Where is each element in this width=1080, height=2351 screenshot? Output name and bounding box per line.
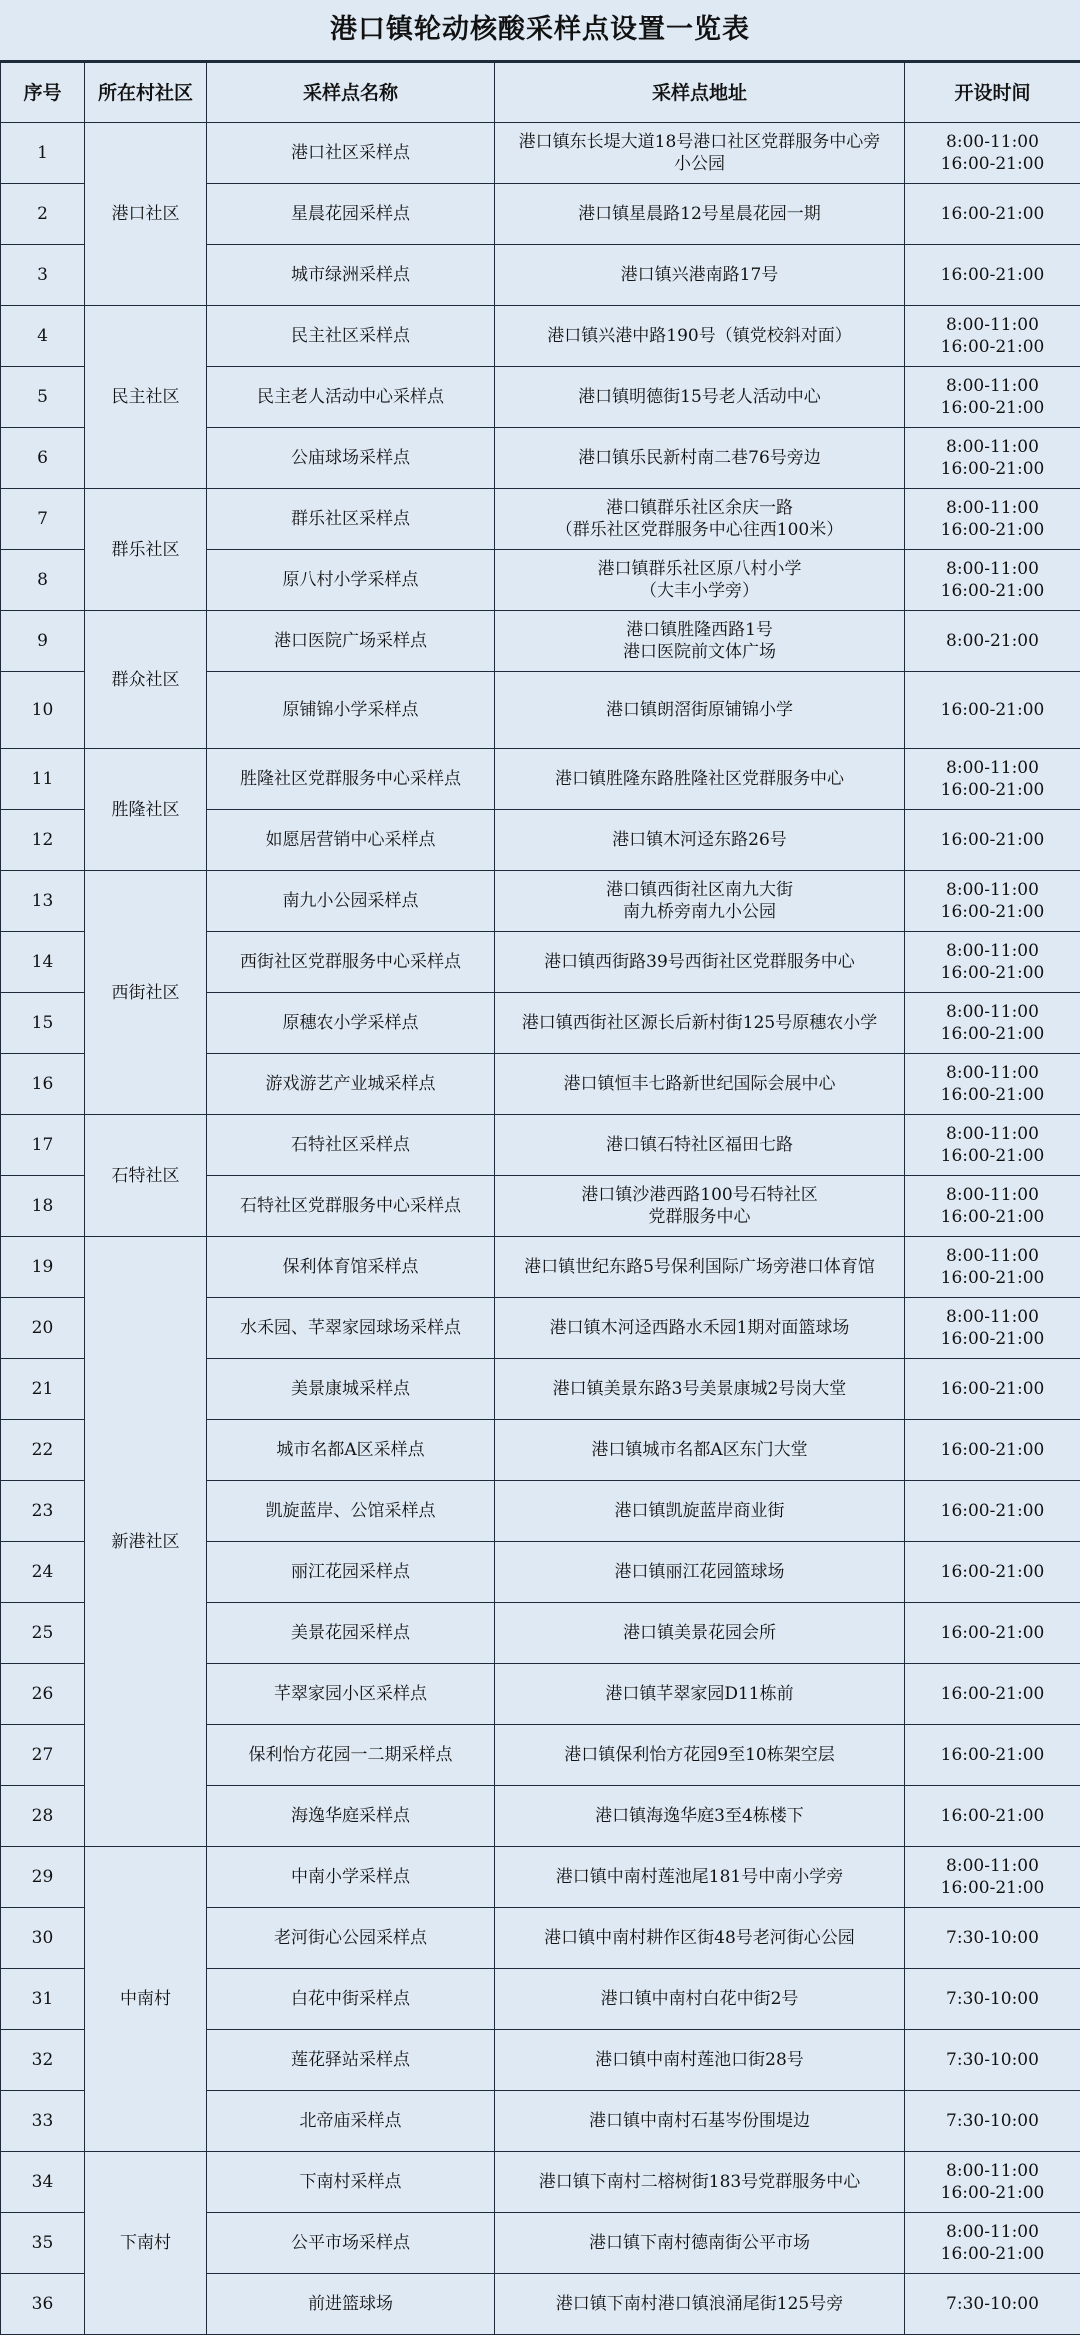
site-address-line: 港口镇胜隆西路1号 [626,620,773,640]
site-name: 游戏游艺产业城采样点 [207,1054,495,1115]
header-site-name: 采样点名称 [207,63,495,123]
site-address [495,611,905,672]
open-time-line: 8:00-11:00 [946,1185,1039,1205]
table-header-row [1,63,1080,123]
open-time-line: 8:00-11:00 [946,1124,1039,1144]
site-address-line: 港口镇世纪东路5号保利国际广场旁港口体育馆 [524,1257,875,1277]
row-index: 12 [1,810,85,871]
site-address-line: 港口镇西街路39号西街社区党群服务中心 [544,952,855,972]
open-time [905,1176,1080,1237]
site-name: 保利体育馆采样点 [207,1237,495,1298]
row-index: 31 [1,1969,85,2030]
site-name: 白花中街采样点 [207,1969,495,2030]
row-index: 25 [1,1603,85,1664]
row-index: 36 [1,2274,85,2335]
site-name: 民主社区采样点 [207,306,495,367]
site-name: 公庙球场采样点 [207,428,495,489]
site-address-line: 港口镇东长堤大道18号港口社区党群服务中心旁 [518,132,881,152]
site-address [495,749,905,810]
site-name: 芊翠家园小区采样点 [207,1664,495,1725]
open-time [905,2213,1080,2274]
open-time-line: 8:00-11:00 [946,498,1039,518]
open-time-line: 16:00-21:00 [940,1684,1045,1704]
site-address [495,871,905,932]
table-row [1,871,1080,932]
open-time [905,1359,1080,1420]
table-row [1,611,1080,672]
header-community: 所在村社区 [85,63,207,123]
site-address-line: 港口镇美景花园会所 [623,1623,776,1643]
open-time-line: 8:00-11:00 [946,758,1039,778]
open-time-line: 16:00-21:00 [940,204,1045,224]
community-cell: 西街社区 [85,871,207,1115]
row-index: 35 [1,2213,85,2274]
row-index: 30 [1,1908,85,1969]
row-index: 16 [1,1054,85,1115]
site-name: 凯旋蓝岸、公馆采样点 [207,1481,495,1542]
site-address-line: 港口镇凯旋蓝岸商业街 [614,1501,785,1521]
row-index: 32 [1,2030,85,2091]
open-time-line: 8:00-21:00 [946,631,1039,651]
site-address [495,1847,905,1908]
site-name: 星晨花园采样点 [207,184,495,245]
sampling-sites-table [0,62,1080,2335]
site-address-line: 港口镇下南村港口镇浪涌尾街125号旁 [555,2294,844,2314]
site-address [495,2213,905,2274]
site-name: 原八村小学采样点 [207,550,495,611]
table-row [1,306,1080,367]
site-address-line: 港口镇美景东路3号美景康城2号岗大堂 [552,1379,847,1399]
open-time [905,2152,1080,2213]
site-address-line: 港口镇中南村白花中街2号 [600,1989,799,2009]
open-time-line: 8:00-11:00 [946,880,1039,900]
site-name: 港口医院广场采样点 [207,611,495,672]
row-index: 26 [1,1664,85,1725]
open-time-line: 16:00-21:00 [940,1329,1045,1349]
open-time [905,1969,1080,2030]
open-time-line: 8:00-11:00 [946,1063,1039,1083]
open-time-line: 8:00-11:00 [946,132,1039,152]
community-cell: 民主社区 [85,306,207,489]
open-time-line: 8:00-11:00 [946,2161,1039,2181]
table-row [1,749,1080,810]
site-address [495,1054,905,1115]
open-time-line: 16:00-21:00 [940,2244,1045,2264]
open-time-line: 16:00-21:00 [940,265,1045,285]
table-row [1,1115,1080,1176]
site-address-line: 港口镇兴港中路190号（镇党校斜对面） [547,326,852,346]
row-index: 14 [1,932,85,993]
open-time [905,306,1080,367]
site-name: 丽江花园采样点 [207,1542,495,1603]
open-time [905,1481,1080,1542]
open-time [905,2030,1080,2091]
open-time-line: 8:00-11:00 [946,1856,1039,1876]
open-time [905,749,1080,810]
site-address-line: 党群服务中心 [648,1207,751,1227]
row-index: 27 [1,1725,85,1786]
site-address-line: 港口镇城市名都A区东门大堂 [591,1440,808,1460]
site-address [495,1237,905,1298]
row-index: 15 [1,993,85,1054]
open-time [905,1725,1080,1786]
table-row [1,1237,1080,1298]
site-address-line: 港口镇下南村德南街公平市场 [589,2233,810,2253]
site-address-line: 港口镇中南村石基岑份围堤边 [589,2111,810,2131]
row-index: 9 [1,611,85,672]
site-address [495,306,905,367]
site-address [495,489,905,550]
site-address-line: 港口镇兴港南路17号 [620,265,779,285]
row-index: 10 [1,672,85,749]
site-address [495,1420,905,1481]
site-name: 港口社区采样点 [207,123,495,184]
community-cell: 胜隆社区 [85,749,207,871]
open-time-line: 16:00-21:00 [940,1806,1045,1826]
open-time-line: 16:00-21:00 [940,1207,1045,1227]
open-time-line: 16:00-21:00 [940,963,1045,983]
site-address-line: 港口镇西街社区源长后新村街125号原穗农小学 [521,1013,878,1033]
site-address-line: 港口镇下南村二榕树街183号党群服务中心 [538,2172,861,2192]
open-time-line: 16:00-21:00 [940,1440,1045,1460]
open-time [905,184,1080,245]
row-index: 22 [1,1420,85,1481]
site-address-line: 港口镇中南村莲池尾181号中南小学旁 [555,1867,844,1887]
open-time [905,1420,1080,1481]
row-index: 3 [1,245,85,306]
site-name: 中南小学采样点 [207,1847,495,1908]
row-index: 21 [1,1359,85,1420]
site-address [495,428,905,489]
site-address-line: 港口镇群乐社区余庆一路 [606,498,793,518]
row-index: 1 [1,123,85,184]
site-name: 南九小公园采样点 [207,871,495,932]
open-time [905,2091,1080,2152]
row-index: 5 [1,367,85,428]
open-time [905,245,1080,306]
site-address [495,1725,905,1786]
site-address-line: 港口镇乐民新村南二巷76号旁边 [578,448,821,468]
open-time [905,672,1080,749]
row-index: 18 [1,1176,85,1237]
site-name: 莲花驿站采样点 [207,2030,495,2091]
open-time [905,1237,1080,1298]
site-address [495,2152,905,2213]
site-address-line: 港口镇沙港西路100号石特社区 [581,1185,818,1205]
open-time [905,1847,1080,1908]
open-time [905,123,1080,184]
open-time-line: 16:00-21:00 [940,1623,1045,1643]
site-address [495,932,905,993]
open-time-line: 16:00-21:00 [940,1024,1045,1044]
header-open-time: 开设时间 [905,63,1080,123]
site-address [495,810,905,871]
open-time-line: 16:00-21:00 [940,520,1045,540]
open-time-line: 8:00-11:00 [946,1307,1039,1327]
table-row [1,123,1080,184]
community-cell: 群乐社区 [85,489,207,611]
community-cell: 群众社区 [85,611,207,749]
open-time-line: 8:00-11:00 [946,941,1039,961]
header-site-address: 采样点地址 [495,63,905,123]
row-index: 2 [1,184,85,245]
row-index: 33 [1,2091,85,2152]
site-name: 美景花园采样点 [207,1603,495,1664]
open-time-line: 16:00-21:00 [940,700,1045,720]
row-index: 13 [1,871,85,932]
open-time-line: 16:00-21:00 [940,2183,1045,2203]
site-address-line: 港口镇西街社区南九大街 [606,880,793,900]
site-address [495,672,905,749]
open-time-line: 16:00-21:00 [940,1085,1045,1105]
site-address [495,1969,905,2030]
row-index: 7 [1,489,85,550]
site-address-line: 港口镇群乐社区原八村小学 [597,559,802,579]
site-name: 北帝庙采样点 [207,2091,495,2152]
open-time-line: 7:30-10:00 [946,1989,1039,2009]
site-name: 老河街心公园采样点 [207,1908,495,1969]
open-time [905,1054,1080,1115]
open-time-line: 7:30-10:00 [946,2050,1039,2070]
site-name: 城市绿洲采样点 [207,245,495,306]
site-address-line: （群乐社区党群服务中心往西100米） [555,520,844,540]
community-cell: 中南村 [85,1847,207,2152]
row-index: 8 [1,550,85,611]
site-address [495,245,905,306]
site-address-line: 港口镇海逸华庭3至4栋楼下 [595,1806,804,1826]
site-name: 海逸华庭采样点 [207,1786,495,1847]
site-address-line: 港口镇丽江花园篮球场 [614,1562,785,1582]
row-index: 4 [1,306,85,367]
site-name: 石特社区党群服务中心采样点 [207,1176,495,1237]
site-address-line: 港口镇木河迳东路26号 [612,830,787,850]
site-name: 群乐社区采样点 [207,489,495,550]
open-time-line: 16:00-21:00 [940,1268,1045,1288]
open-time [905,2274,1080,2335]
row-index: 6 [1,428,85,489]
open-time-line: 7:30-10:00 [946,2294,1039,2314]
site-address-line: 港口镇明德街15号老人活动中心 [578,387,821,407]
row-index: 29 [1,1847,85,1908]
site-name: 美景康城采样点 [207,1359,495,1420]
site-address [495,1603,905,1664]
open-time [905,810,1080,871]
open-time [905,932,1080,993]
open-time-line: 16:00-21:00 [940,1745,1045,1765]
row-index: 19 [1,1237,85,1298]
open-time [905,1298,1080,1359]
row-index: 28 [1,1786,85,1847]
open-time-line: 8:00-11:00 [946,437,1039,457]
open-time-line: 16:00-21:00 [940,337,1045,357]
open-time [905,1542,1080,1603]
site-name: 保利怡方花园一二期采样点 [207,1725,495,1786]
site-address [495,2274,905,2335]
open-time-line: 16:00-21:00 [940,902,1045,922]
site-address [495,1481,905,1542]
site-address [495,1786,905,1847]
site-address [495,1664,905,1725]
site-address [495,1542,905,1603]
open-time [905,550,1080,611]
row-index: 11 [1,749,85,810]
site-name: 石特社区采样点 [207,1115,495,1176]
open-time-line: 16:00-21:00 [940,780,1045,800]
open-time [905,1115,1080,1176]
open-time-line: 7:30-10:00 [946,2111,1039,2131]
site-address [495,2030,905,2091]
community-cell: 新港社区 [85,1237,207,1847]
open-time [905,611,1080,672]
site-address [495,550,905,611]
site-name: 西街社区党群服务中心采样点 [207,932,495,993]
site-address-line: 港口镇中南村莲池口街28号 [595,2050,804,2070]
open-time [905,1908,1080,1969]
page-title: 港口镇轮动核酸采样点设置一览表 [0,0,1080,62]
open-time [905,367,1080,428]
row-index: 20 [1,1298,85,1359]
site-name: 前进篮球场 [207,2274,495,2335]
open-time [905,1664,1080,1725]
site-address-line: 港口镇朗滘街原铺锦小学 [606,700,793,720]
site-address [495,1176,905,1237]
open-time-line: 16:00-21:00 [940,1146,1045,1166]
site-address-line: 港口镇石特社区福田七路 [606,1135,793,1155]
open-time [905,993,1080,1054]
open-time-line: 7:30-10:00 [946,1928,1039,1948]
site-address [495,1359,905,1420]
site-name: 胜隆社区党群服务中心采样点 [207,749,495,810]
open-time [905,489,1080,550]
open-time-line: 8:00-11:00 [946,376,1039,396]
site-name: 城市名都A区采样点 [207,1420,495,1481]
open-time [905,1603,1080,1664]
site-address-line: 港口镇中南村耕作区街48号老河街心公园 [544,1928,855,1948]
open-time-line: 16:00-21:00 [940,1878,1045,1898]
open-time-line: 16:00-21:00 [940,1562,1045,1582]
open-time-line: 16:00-21:00 [940,1501,1045,1521]
site-name: 公平市场采样点 [207,2213,495,2274]
open-time-line: 8:00-11:00 [946,1002,1039,1022]
open-time-line: 16:00-21:00 [940,581,1045,601]
open-time-line: 8:00-11:00 [946,559,1039,579]
site-address-line: 港口镇恒丰七路新世纪国际会展中心 [563,1074,836,1094]
site-address-line: 港口镇胜隆东路胜隆社区党群服务中心 [555,769,844,789]
site-name: 民主老人活动中心采样点 [207,367,495,428]
community-cell: 港口社区 [85,123,207,306]
open-time-line: 8:00-11:00 [946,1246,1039,1266]
open-time-line: 16:00-21:00 [940,154,1045,174]
site-address-line: 港口镇星晨路12号星晨花园一期 [578,204,821,224]
open-time-line: 16:00-21:00 [940,459,1045,479]
site-address [495,993,905,1054]
row-index: 34 [1,2152,85,2213]
site-address [495,1115,905,1176]
open-time-line: 8:00-11:00 [946,2222,1039,2242]
site-address [495,1908,905,1969]
table-row [1,2152,1080,2213]
site-name: 原铺锦小学采样点 [207,672,495,749]
site-name: 水禾园、芊翠家园球场采样点 [207,1298,495,1359]
site-address-line: 港口镇芊翠家园D11栋前 [605,1684,794,1704]
site-address [495,2091,905,2152]
open-time-line: 8:00-11:00 [946,315,1039,335]
open-time-line: 16:00-21:00 [940,398,1045,418]
community-cell: 下南村 [85,2152,207,2335]
table-row [1,1847,1080,1908]
site-address [495,123,905,184]
row-index: 24 [1,1542,85,1603]
site-address [495,1298,905,1359]
site-address [495,367,905,428]
site-address-line: 南九桥旁南九小公园 [623,902,776,922]
community-cell: 石特社区 [85,1115,207,1237]
site-name: 原穗农小学采样点 [207,993,495,1054]
site-address-line: 港口医院前文体广场 [623,642,776,662]
row-index: 17 [1,1115,85,1176]
site-address-line: （大丰小学旁） [640,581,759,601]
row-index: 23 [1,1481,85,1542]
open-time-line: 16:00-21:00 [940,830,1045,850]
table-row [1,489,1080,550]
site-address-line: 小公园 [674,154,725,174]
site-name: 下南村采样点 [207,2152,495,2213]
site-address [495,184,905,245]
open-time [905,428,1080,489]
open-time [905,871,1080,932]
site-address-line: 港口镇木河迳西路水禾园1期对面篮球场 [549,1318,850,1338]
site-name: 如愿居营销中心采样点 [207,810,495,871]
open-time-line: 16:00-21:00 [940,1379,1045,1399]
header-index: 序号 [1,63,85,123]
site-address-line: 港口镇保利怡方花园9至10栋架空层 [564,1745,835,1765]
open-time [905,1786,1080,1847]
